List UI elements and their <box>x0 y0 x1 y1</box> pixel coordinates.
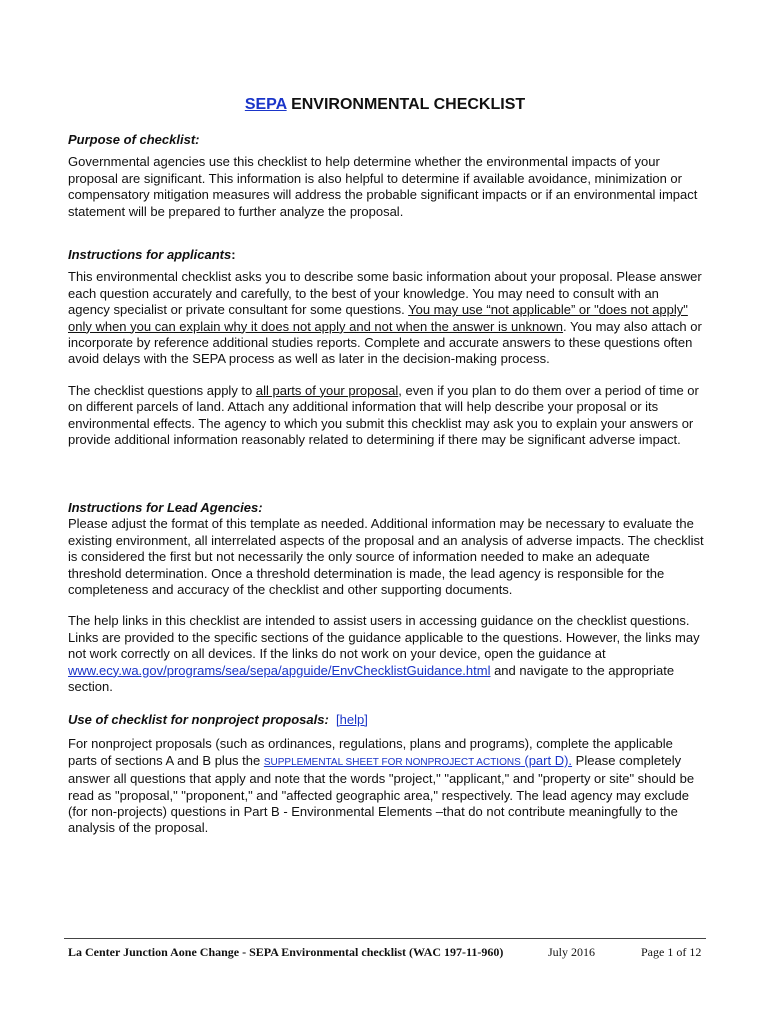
footer-divider <box>64 938 706 939</box>
footer-document-title: La Center Junction Aone Change - SEPA Environmental checklist (WAC 197-11-960) <box>68 945 504 959</box>
supplemental-sheet-link[interactable]: SUPPLEMENTAL SHEET FOR NONPROJECT ACTIONS <box>263 756 521 768</box>
applicants-paragraph-2: The checklist questions apply to all parts of your proposal, even if you plan to do them over a period of time or on different parcels of land. Attach any additional information that will help describe your proposal or its environmental effects. The agency to which you submit this checklist may ask you to explain your answers or provide additional information reasonably related to determining if there may be significant adverse impact. <box>68 382 699 448</box>
purpose-heading: Purpose of checklist: <box>68 132 200 147</box>
nonproject-paragraph: For nonproject proposals (such as ordinances, regulations, plans and programs), complete the applicable parts of sections A and B plus the SUPPLEMENTAL SHEET FOR NONPROJECT ACTIONS (part D). Please completely answer all questions that apply and note that the words "project," "applicant," and "property or site" should be read as "proposal," "proponent," and "affected geographic area," respectively. The lead agency may exclude (for non-projects) questions in Part B - Environmental Elements –that do not contribute meaningfully to the analysis of the proposal. <box>68 736 695 836</box>
help-link[interactable]: [help] <box>336 712 368 727</box>
purpose-section <box>68 132 704 220</box>
sepa-link[interactable]: SEPA <box>244 96 287 113</box>
applicants-section <box>68 247 704 448</box>
nonproject-heading: Use of checklist for nonproject proposals: <box>68 712 329 727</box>
title-text: ENVIRONMENTAL CHECKLIST <box>286 96 526 113</box>
nonproject-heading-row <box>68 712 704 728</box>
applicants-paragraph-1: This environmental checklist asks you to describe some basic information about your proposal. Please answer each question accurately and carefully, to the best of your knowledge. You may need to consult with an agency specialist or private consultant for some questions. You may use “not applicable” or "does not apply" only when you can explain why it does not apply and not when the answer is unknown. You may also attach or incorporate by reference additional studies reports. Complete and accurate answers to these questions often avoid delays with the SEPA process as well as later in the decision-making process. <box>68 269 702 367</box>
applicants-heading: Instructions for applicants: <box>68 247 236 262</box>
lead-agencies-section <box>68 500 704 695</box>
nonproject-section <box>68 712 704 837</box>
part-d-link[interactable]: (part D). <box>520 752 573 768</box>
footer-date: July 2016 <box>548 945 596 959</box>
guidance-link[interactable]: www.ecy.wa.gov/programs/sea/sepa/apguide/EnvChecklistGuidance.html <box>68 662 491 678</box>
lead-agencies-heading: Instructions for Lead Agencies: <box>68 500 263 515</box>
lead-agencies-paragraph-1: Please adjust the format of this template as needed. Additional information may be necessary to evaluate the existing environment, all interrelated aspects of the proposal and an analysis of adverse impacts. The checklist is considered the first but not necessarily the only source of information needed to make an adequate threshold determination. Once a threshold determination is made, the lead agency is responsible for the completeness and accuracy of the checklist and other supporting documents. <box>68 516 704 598</box>
footer-page-number: Page 1 of 12 <box>641 945 702 959</box>
lead-agencies-paragraph-2: The help links in this checklist are intended to assist users in accessing guidance on the checklist questions. Links are provided to the specific sections of the guidance applicable to the questions. However, the links may not work correctly on all devices. If the links do not work on your device, open the guidance at www.ecy.wa.gov/programs/sea/sepa/apguide/EnvChecklistGuidance.html and navigate to the appropriate section. <box>68 613 700 695</box>
page-title <box>0 96 770 114</box>
purpose-body: Governmental agencies use this checklist to help determine whether the environmental impacts of your proposal are significant. This information is also helpful to determine if available avoidance, minimization or compensatory mitigation measures will address the probable significant impacts or if an environmental impact statement will be prepared to further analyze the proposal. <box>68 154 698 219</box>
